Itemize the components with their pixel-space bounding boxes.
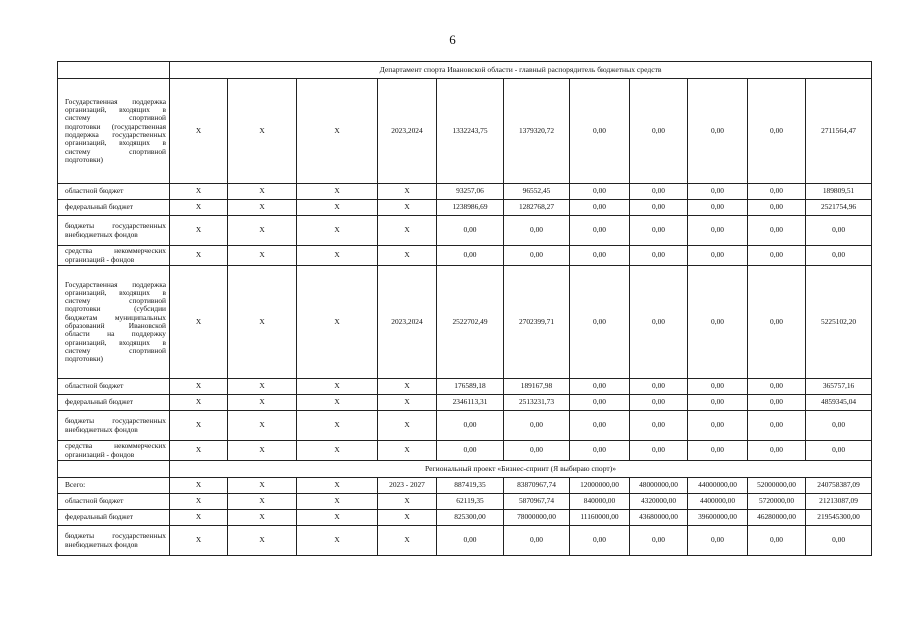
value-cell-v3: 0,00: [570, 200, 630, 216]
row-name-cell: федеральный бюджет: [58, 395, 170, 411]
value-cell-v5: 39600000,00: [688, 510, 748, 526]
value-cell-c3: Х: [297, 184, 378, 200]
table-row: [58, 441, 872, 461]
value-cell-c3: Х: [297, 478, 378, 494]
value-cell-c4: Х: [378, 200, 437, 216]
value-cell-v6: 0,00: [748, 526, 806, 556]
value-cell-c1: Х: [170, 494, 228, 510]
value-cell-c2: Х: [228, 216, 297, 246]
value-cell-v4: 0,00: [630, 441, 688, 461]
value-cell-total: 2521754,96: [806, 200, 872, 216]
value-cell-v6: 0,00: [748, 216, 806, 246]
budget-table: [57, 61, 872, 556]
value-cell-v1: 0,00: [437, 411, 504, 441]
value-cell-v3: 0,00: [570, 411, 630, 441]
value-cell-v1: 0,00: [437, 441, 504, 461]
value-cell-c1: Х: [170, 184, 228, 200]
value-cell-c3: Х: [297, 395, 378, 411]
value-cell-c2: Х: [228, 441, 297, 461]
value-cell-c4: Х: [378, 216, 437, 246]
table-row: [58, 184, 872, 200]
value-cell-v2: 1282768,27: [504, 200, 570, 216]
value-cell-v5: 0,00: [688, 411, 748, 441]
table-row: [58, 526, 872, 556]
table-row: [58, 200, 872, 216]
value-cell-c4: 2023,2024: [378, 79, 437, 184]
value-cell-v6: 5720000,00: [748, 494, 806, 510]
value-cell-c2: Х: [228, 184, 297, 200]
value-cell-v4: 0,00: [630, 200, 688, 216]
value-cell-v4: 0,00: [630, 395, 688, 411]
section-header-row: [58, 461, 872, 478]
value-cell-c1: Х: [170, 79, 228, 184]
value-cell-c1: Х: [170, 395, 228, 411]
row-name-cell: федеральный бюджет: [58, 510, 170, 526]
value-cell-v4: 0,00: [630, 411, 688, 441]
value-cell-v4: 0,00: [630, 379, 688, 395]
value-cell-v5: 0,00: [688, 526, 748, 556]
value-cell-c3: Х: [297, 266, 378, 379]
value-cell-total: 219545300,00: [806, 510, 872, 526]
value-cell-v3: 12000000,00: [570, 478, 630, 494]
row-name-cell: областной бюджет: [58, 379, 170, 395]
row-name-cell: Государственная поддержка организаций, входящих в систему спортивной подготовки (государственная поддержка государственных организаций, входящих в систему спортивной подготовки): [58, 79, 170, 184]
value-cell-v2: 83870967,74: [504, 478, 570, 494]
value-cell-total: 365757,16: [806, 379, 872, 395]
table-row: [58, 216, 872, 246]
value-cell-total: 0,00: [806, 526, 872, 556]
value-cell-c2: Х: [228, 266, 297, 379]
value-cell-v1: 62119,35: [437, 494, 504, 510]
value-cell-c1: Х: [170, 411, 228, 441]
value-cell-c4: 2023 - 2027: [378, 478, 437, 494]
value-cell-v3: 0,00: [570, 184, 630, 200]
value-cell-c3: Х: [297, 441, 378, 461]
value-cell-v4: 0,00: [630, 266, 688, 379]
value-cell-v3: 0,00: [570, 379, 630, 395]
value-cell-c2: Х: [228, 411, 297, 441]
value-cell-v6: 0,00: [748, 200, 806, 216]
value-cell-v6: 46280000,00: [748, 510, 806, 526]
value-cell-v2: 0,00: [504, 526, 570, 556]
value-cell-c3: Х: [297, 246, 378, 266]
value-cell-total: 0,00: [806, 246, 872, 266]
value-cell-v6: 0,00: [748, 395, 806, 411]
value-cell-v6: 0,00: [748, 411, 806, 441]
value-cell-c3: Х: [297, 494, 378, 510]
value-cell-c4: Х: [378, 379, 437, 395]
value-cell-c2: Х: [228, 526, 297, 556]
value-cell-v1: 2522702,49: [437, 266, 504, 379]
row-name-cell: бюджеты государственных внебюджетных фондов: [58, 411, 170, 441]
value-cell-c1: Х: [170, 200, 228, 216]
value-cell-v3: 0,00: [570, 216, 630, 246]
row-name-cell: областной бюджет: [58, 184, 170, 200]
value-cell-v3: 0,00: [570, 266, 630, 379]
value-cell-v2: 96552,45: [504, 184, 570, 200]
value-cell-v4: 0,00: [630, 79, 688, 184]
value-cell-c4: Х: [378, 411, 437, 441]
value-cell-v5: 0,00: [688, 216, 748, 246]
value-cell-v5: 0,00: [688, 246, 748, 266]
value-cell-c2: Х: [228, 395, 297, 411]
value-cell-v3: 0,00: [570, 79, 630, 184]
row-name-cell: Государственная поддержка организаций, входящих в систему спортивной подготовки (субсидии бюджетам муниципальных образований Ивановской области на поддержку организаций, входящих в систему спортивной подготовки): [58, 266, 170, 379]
value-cell-c1: Х: [170, 266, 228, 379]
value-cell-c3: Х: [297, 526, 378, 556]
value-cell-c2: Х: [228, 200, 297, 216]
value-cell-c4: Х: [378, 494, 437, 510]
table-row: [58, 411, 872, 441]
row-name-cell: бюджеты государственных внебюджетных фондов: [58, 526, 170, 556]
value-cell-c2: Х: [228, 478, 297, 494]
value-cell-v5: 44000000,00: [688, 478, 748, 494]
value-cell-total: 2711564,47: [806, 79, 872, 184]
value-cell-v1: 0,00: [437, 216, 504, 246]
value-cell-c2: Х: [228, 79, 297, 184]
value-cell-c2: Х: [228, 379, 297, 395]
value-cell-c1: Х: [170, 379, 228, 395]
value-cell-c1: Х: [170, 510, 228, 526]
value-cell-v3: 0,00: [570, 395, 630, 411]
table-row: [58, 379, 872, 395]
value-cell-c4: Х: [378, 184, 437, 200]
row-name-cell: федеральный бюджет: [58, 200, 170, 216]
value-cell-v6: 0,00: [748, 379, 806, 395]
value-cell-v1: 1332243,75: [437, 79, 504, 184]
value-cell-v4: 0,00: [630, 216, 688, 246]
value-cell-total: 5225102,20: [806, 266, 872, 379]
value-cell-v1: 887419,35: [437, 478, 504, 494]
value-cell-v2: 0,00: [504, 441, 570, 461]
value-cell-v2: 2702399,71: [504, 266, 570, 379]
value-cell-c4: Х: [378, 526, 437, 556]
value-cell-v5: 4400000,00: [688, 494, 748, 510]
value-cell-v3: 0,00: [570, 246, 630, 266]
page-number: 6: [449, 32, 456, 47]
value-cell-v2: 2513231,73: [504, 395, 570, 411]
value-cell-c1: Х: [170, 526, 228, 556]
table-row: [58, 266, 872, 379]
value-cell-v2: 78000000,00: [504, 510, 570, 526]
value-cell-c3: Х: [297, 379, 378, 395]
value-cell-c4: Х: [378, 441, 437, 461]
row-name-cell: средства некоммерческих организаций - фондов: [58, 246, 170, 266]
value-cell-c3: Х: [297, 216, 378, 246]
value-cell-v1: 0,00: [437, 526, 504, 556]
value-cell-c3: Х: [297, 411, 378, 441]
value-cell-v3: 11160000,00: [570, 510, 630, 526]
value-cell-v2: 0,00: [504, 246, 570, 266]
value-cell-v2: 0,00: [504, 216, 570, 246]
table-row: [58, 510, 872, 526]
table-row: [58, 494, 872, 510]
value-cell-v6: 0,00: [748, 246, 806, 266]
row-name-cell: областной бюджет: [58, 494, 170, 510]
value-cell-v6: 0,00: [748, 441, 806, 461]
value-cell-c4: Х: [378, 246, 437, 266]
value-cell-total: 21213087,09: [806, 494, 872, 510]
value-cell-c1: Х: [170, 441, 228, 461]
value-cell-total: 0,00: [806, 216, 872, 246]
value-cell-c1: Х: [170, 216, 228, 246]
value-cell-v1: 825300,00: [437, 510, 504, 526]
value-cell-v6: 0,00: [748, 79, 806, 184]
value-cell-v1: 93257,06: [437, 184, 504, 200]
value-cell-v1: 2346113,31: [437, 395, 504, 411]
value-cell-v5: 0,00: [688, 266, 748, 379]
value-cell-v5: 0,00: [688, 379, 748, 395]
value-cell-c2: Х: [228, 494, 297, 510]
value-cell-v3: 840000,00: [570, 494, 630, 510]
value-cell-v2: 189167,98: [504, 379, 570, 395]
value-cell-total: 240758387,09: [806, 478, 872, 494]
value-cell-v6: 0,00: [748, 184, 806, 200]
value-cell-c2: Х: [228, 246, 297, 266]
value-cell-v5: 0,00: [688, 200, 748, 216]
value-cell-c3: Х: [297, 200, 378, 216]
row-name-cell: средства некоммерческих организаций - фондов: [58, 441, 170, 461]
value-cell-c4: 2023,2024: [378, 266, 437, 379]
value-cell-v5: 0,00: [688, 441, 748, 461]
value-cell-c1: Х: [170, 246, 228, 266]
value-cell-c4: Х: [378, 395, 437, 411]
value-cell-c4: Х: [378, 510, 437, 526]
table-row: [58, 395, 872, 411]
value-cell-v3: 0,00: [570, 441, 630, 461]
value-cell-v4: 0,00: [630, 526, 688, 556]
value-cell-v5: 0,00: [688, 184, 748, 200]
value-cell-v3: 0,00: [570, 526, 630, 556]
value-cell-v4: 4320000,00: [630, 494, 688, 510]
value-cell-c3: Х: [297, 79, 378, 184]
value-cell-c1: Х: [170, 478, 228, 494]
table-row: [58, 246, 872, 266]
value-cell-v1: 0,00: [437, 246, 504, 266]
section-header-row: [58, 62, 872, 79]
value-cell-total: 0,00: [806, 411, 872, 441]
value-cell-v2: 1379320,72: [504, 79, 570, 184]
row-name-cell: Всего:: [58, 478, 170, 494]
value-cell-v1: 176589,18: [437, 379, 504, 395]
value-cell-v1: 1238986,69: [437, 200, 504, 216]
value-cell-total: 4859345,04: [806, 395, 872, 411]
section-header-department: Департамент спорта Ивановской области - главный распорядитель бюджетных средств: [170, 62, 872, 79]
table-row: [58, 478, 872, 494]
section-header-project: Региональный проект «Бизнес-спринт (Я выбираю спорт)»: [170, 461, 872, 478]
value-cell-v4: 43680000,00: [630, 510, 688, 526]
value-cell-total: 189809,51: [806, 184, 872, 200]
value-cell-v4: 0,00: [630, 184, 688, 200]
value-cell-v5: 0,00: [688, 395, 748, 411]
value-cell-v6: 0,00: [748, 266, 806, 379]
value-cell-c3: Х: [297, 510, 378, 526]
value-cell-v4: 0,00: [630, 246, 688, 266]
value-cell-v2: 0,00: [504, 411, 570, 441]
value-cell-c2: Х: [228, 510, 297, 526]
value-cell-v2: 5870967,74: [504, 494, 570, 510]
table-row: [58, 79, 872, 184]
value-cell-v4: 48000000,00: [630, 478, 688, 494]
value-cell-total: 0,00: [806, 441, 872, 461]
value-cell-v5: 0,00: [688, 79, 748, 184]
value-cell-v6: 52000000,00: [748, 478, 806, 494]
row-name-cell: бюджеты государственных внебюджетных фондов: [58, 216, 170, 246]
